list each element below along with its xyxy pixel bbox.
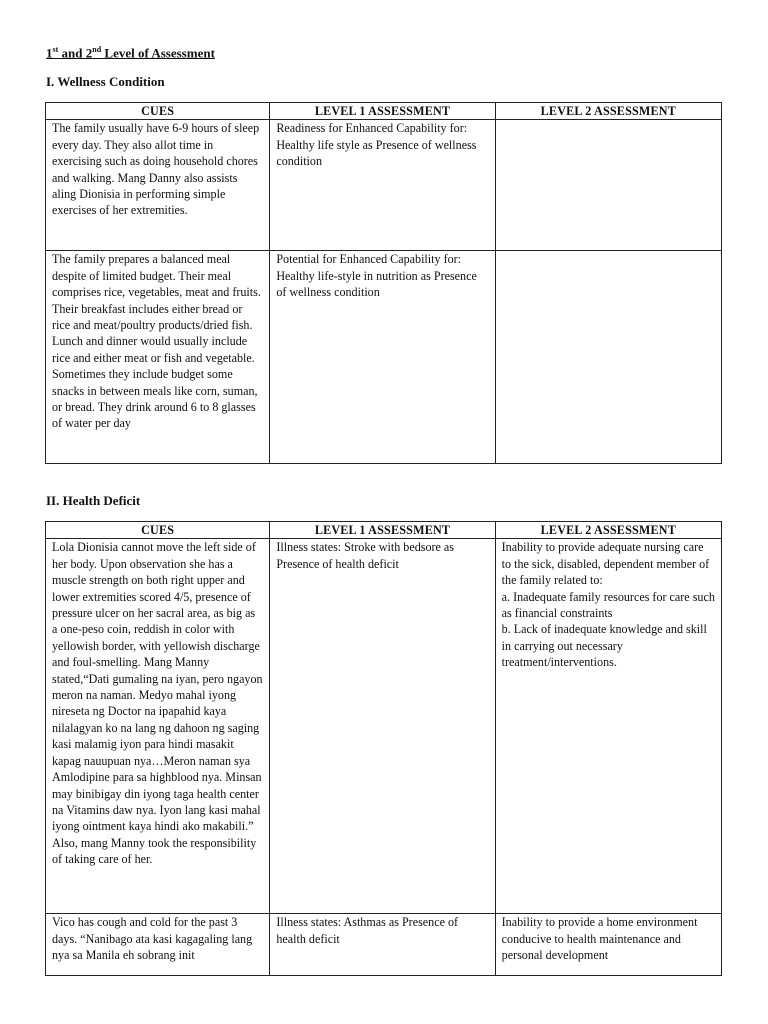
cues-cell: Lola Dionisia cannot move the left side of her body. Upon observation she has a muscle strength on both right upper and lower extremities scored 4/5, presence of pressure ulcer on her sacral area, as big as a one-peso coin, reddish in color with yellowish border, with yellowish discharge and foul-smelling. Mang Manny stated,“Dati gumaling na iyan, pero ngayon meron na naman. Medyo mahal iyong nireseta ng Doctor na ipapahid kaya nilalagyan ko na lang ng dahoon ng saging kasi malamig iyon para hindi masakit kapag nauupuan nya…Meron naman sya Amlodipine para sa highblood nya. Minsan may binibigay din iyong taga health center na Vitamins daw nya. Iyon lang kasi mahal iyong ointment kaya hindi ako makabili.” Also, mang Manny took the responsibility of taking care of her.: [46, 539, 270, 914]
level-2-cell: [495, 539, 721, 914]
table-header-row: [46, 103, 722, 120]
table-row: [46, 251, 722, 464]
table-header-row: [46, 522, 722, 539]
level-1-cell: Illness states: Stroke with bedsore as Presence of health deficit: [270, 539, 495, 914]
level-2-cell: [495, 251, 721, 464]
health-deficit-assessment-table: [45, 521, 722, 976]
column-header-level-1: LEVEL 1 ASSESSMENT: [270, 103, 495, 120]
section-title-health-deficit: II. Health Deficit: [46, 493, 141, 508]
cues-cell: Vico has cough and cold for the past 3 days. “Nanibago ata kasi kagagaling lang nya sa Manila eh sobrang init: [46, 914, 270, 976]
section-title-wellness-condition: I. Wellness Condition: [46, 74, 165, 89]
table-row: [46, 539, 722, 914]
column-header-level-2: LEVEL 2 ASSESSMENT: [495, 522, 721, 539]
level-2-cell: Inability to provide a home environment conducive to health maintenance and personal development: [495, 914, 721, 976]
column-header-cues: CUES: [46, 522, 270, 539]
level-2-line: a. Inadequate family resources for care such as financial constraints: [501, 589, 715, 621]
level-1-cell: Readiness for Enhanced Capability for: Healthy life style as Presence of wellness condition: [270, 120, 495, 251]
level-2-line: b. Lack of inadequate knowledge and skill in carrying out necessary treatment/interventions.: [501, 622, 707, 670]
cues-cell: The family prepares a balanced meal despite of limited budget. Their meal comprises rice, vegetables, meat and fruits. Their breakfast includes either bread or rice and meat/poultry products/dried fish. Lunch and dinner would usually include rice and either meat or fish and vegetable. Sometimes they include budget some snacks in between meals like corn, suman, or bread. They drink around 6 to 8 glasses of water per day: [46, 251, 270, 464]
level-2-line: Inability to provide adequate nursing care to the sick, disabled, dependent member of the family related to:: [501, 540, 710, 588]
column-header-cues: CUES: [46, 103, 270, 120]
level-2-cell: [495, 120, 721, 251]
column-header-level-1: LEVEL 1 ASSESSMENT: [270, 522, 495, 539]
table-row: [46, 914, 722, 976]
level-1-cell: Potential for Enhanced Capability for: Healthy life-style in nutrition as Presence of wellness condition: [270, 251, 495, 464]
document-heading: 1st and 2nd Level of Assessment: [46, 45, 215, 61]
cues-cell: The family usually have 6-9 hours of sleep every day. They also allot time in exercising such as doing household chores and walking. Mang Danny also assists aling Dionisia in performing simple exercises of her extremities.: [46, 120, 270, 251]
wellness-assessment-table: [45, 102, 722, 464]
level-1-cell: Illness states: Asthmas as Presence of health deficit: [270, 914, 495, 976]
table-row: [46, 120, 722, 251]
column-header-level-2: LEVEL 2 ASSESSMENT: [495, 103, 721, 120]
